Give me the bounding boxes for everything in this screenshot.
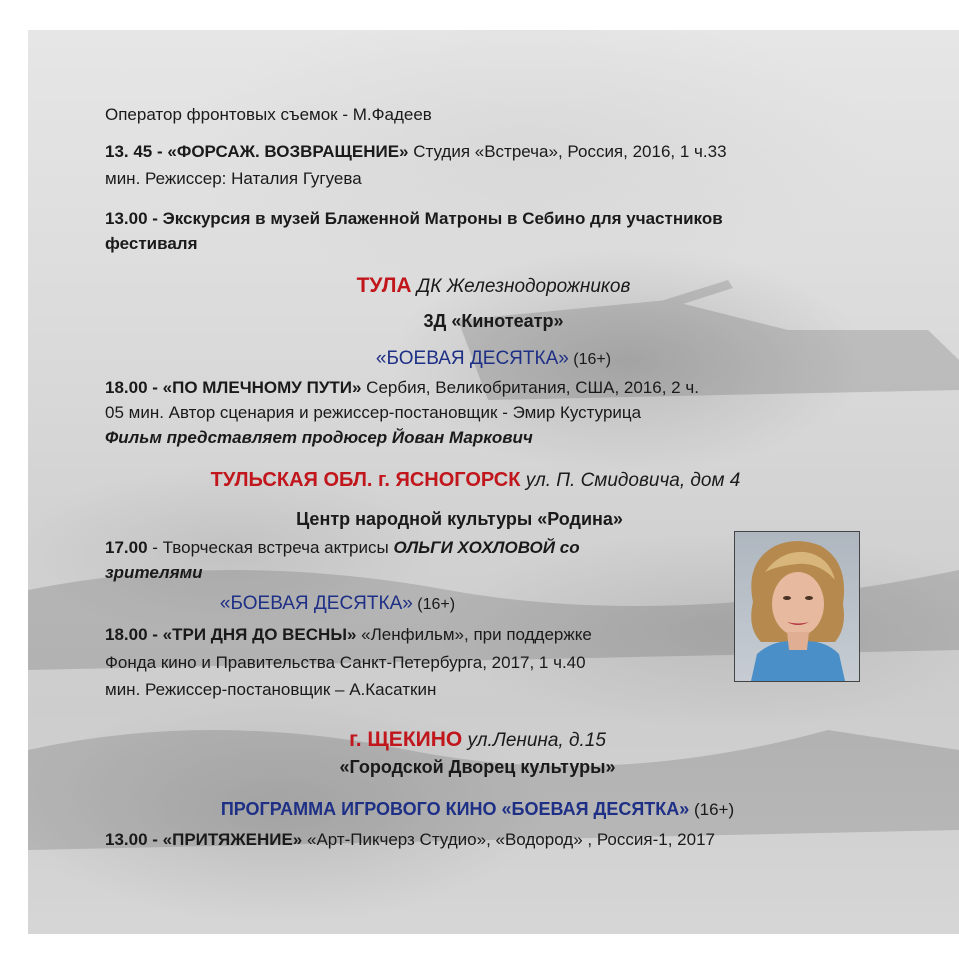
yasnogorsk-age-rating: (16+) [412, 596, 456, 613]
item1-line2 [105, 167, 362, 191]
photo-neck [787, 632, 809, 650]
yasnogorsk-program [28, 591, 803, 618]
operator-line [105, 103, 432, 127]
yasnogorsk-film-line3 [105, 678, 436, 702]
yasnogorsk-program-name: «БОЕВАЯ ДЕСЯТКА» [219, 593, 413, 614]
tula-film-details: Сербия, Великобритания, США, 2016, 2 ч. [361, 378, 699, 397]
shchekino-program-name: ПРОГРАММА ИГРОВОГО КИНО «БОЕВАЯ ДЕСЯТКА» [220, 799, 690, 819]
shchekino-palace [28, 754, 943, 780]
tula-heading [28, 272, 959, 302]
tula-film-producer: Фильм представляет продюсер Йован Маркович [105, 428, 533, 447]
actress-photo [734, 531, 860, 682]
tula-film-line3 [105, 426, 533, 450]
yasnogorsk-heading [28, 466, 941, 496]
excursion-text: 13.00 - Экскурсия в музей Блаженной Матроны в Себино для участников [105, 209, 723, 228]
shchekino-heading [28, 726, 943, 756]
yasnogorsk-address: ул. П. Смидовича, дом 4 [520, 470, 741, 491]
shchekino-age-rating: (16+) [689, 800, 735, 819]
shchekino-address: ул.Ленина, д.15 [462, 730, 606, 751]
yasnogorsk-center-text: Центр народной культуры «Родина» [296, 509, 623, 529]
photo-eye-right [805, 596, 813, 600]
shchekino-city: г. ЩЕКИНО [349, 728, 463, 751]
tula-age-rating: (16+) [568, 351, 612, 368]
item2-line1 [105, 207, 723, 231]
actress-portrait-illustration [735, 532, 859, 681]
tula-film-title: 18.00 - «ПО МЛЕЧНОМУ ПУТИ» [105, 378, 362, 397]
yasnogorsk-film-title: 18.00 - «ТРИ ДНЯ ДО ВЕСНЫ» [105, 625, 357, 644]
tula-program-name: «БОЕВАЯ ДЕСЯТКА» [375, 348, 569, 369]
meet-text: - Творческая встреча актрисы [147, 538, 394, 557]
item1-details: Студия «Встреча», Россия, 2016, 1 ч.33 [408, 142, 727, 161]
tula-film-line2 [105, 401, 641, 425]
tula-city: ТУЛА [356, 274, 412, 297]
meet-actress-name: ОЛЬГИ ХОХЛОВОЙ со [393, 538, 580, 557]
shchekino-program [28, 796, 943, 824]
meet-text-cont: зрителями [105, 563, 203, 582]
yasnogorsk-film-line2 [105, 651, 586, 675]
tula-venue: ДК Железнодорожников [411, 276, 631, 297]
shchekino-film-line1 [105, 828, 715, 852]
yasnogorsk-city: ТУЛЬСКАЯ ОБЛ. г. ЯСНОГОРСК [210, 469, 521, 491]
yasnogorsk-film-director: мин. Режиссер-постановщик – А.Касаткин [105, 680, 437, 699]
meet-time: 17.00 [105, 538, 148, 557]
yasnogorsk-film-details-cont: Фонда кино и Правительства Санкт-Петербурга, 2017, 1 ч.40 [105, 653, 586, 672]
yasnogorsk-center [28, 506, 925, 532]
meet-line1 [105, 536, 580, 560]
shchekino-palace-text: «Городской Дворец культуры» [339, 757, 616, 777]
excursion-text-cont: фестиваля [105, 234, 198, 253]
tula-hall [28, 308, 959, 334]
tula-film-line1 [105, 376, 699, 400]
item1-director: мин. Режиссер: Наталия Гугуева [105, 169, 362, 188]
shchekino-film-title: 13.00 - «ПРИТЯЖЕНИЕ» [105, 830, 303, 849]
yasnogorsk-film-details: «Ленфильм», при поддержке [356, 625, 592, 644]
operator-text: Оператор фронтовых съемок - М.Фадеев [105, 105, 432, 124]
meet-line2 [105, 561, 203, 585]
shchekino-film-details: «Арт-Пикчерз Студио», «Водород» , Россия-1, 2017 [302, 830, 715, 849]
photo-face [772, 572, 824, 636]
item1-title: 13. 45 - «ФОРСАЖ. ВОЗВРАЩЕНИЕ» [105, 142, 409, 161]
photo-eye-left [783, 596, 791, 600]
item2-line2 [105, 232, 198, 256]
tula-film-credits: 05 мин. Автор сценария и режиссер-постановщик - Эмир Кустурица [105, 403, 642, 422]
yasnogorsk-film-line1 [105, 623, 592, 647]
page-panel [28, 30, 959, 934]
tula-program [28, 346, 959, 373]
tula-hall-text: 3Д «Кинотеатр» [423, 311, 564, 331]
item1-line1 [105, 140, 727, 164]
